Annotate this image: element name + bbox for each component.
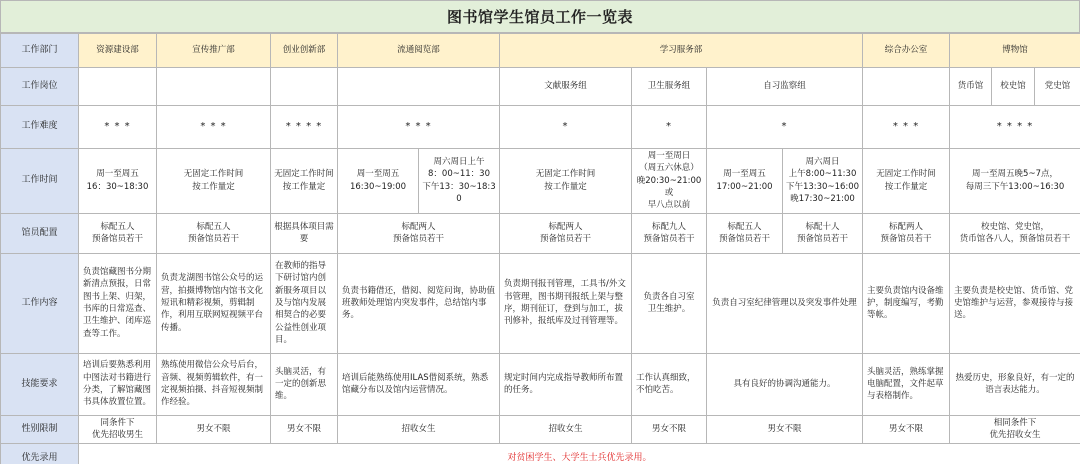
dept-circulation: 流通阅览部 <box>338 34 500 68</box>
dept-resource: 资源建设部 <box>79 34 157 68</box>
difficulty-hygiene: * <box>632 106 707 149</box>
content-circulation: 负责书籍借还，借阅、阅览问询，协助值班教师处理馆内突发事件，总结馆内事务。 <box>338 253 500 353</box>
skills-circulation: 培训后能熟练使用ILAS借阅系统，熟悉馆藏分布以及馆内运营情况。 <box>338 353 500 415</box>
difficulty-resource: * * * <box>79 106 157 149</box>
row-label-priority: 优先录用 <box>1 443 79 464</box>
post-innovation <box>271 68 338 106</box>
priority-row <box>1 443 1080 464</box>
content-publicity: 负责龙湖图书馆公众号的运营，拍摄博物馆内馆书文化短讯和精彩视频，剪辑制作，利用互联网短视频平台传播。 <box>157 253 271 353</box>
post-lit-service: 文献服务组 <box>500 68 632 106</box>
time-self-study-weekend: 周六周日 上午8:00~11:30 下午13:30~16:00 晚17:30~21:00 <box>783 149 863 214</box>
gender-office: 男女不限 <box>863 415 950 443</box>
difficulty-self-study: * <box>707 106 863 149</box>
gender-innovation: 男女不限 <box>271 415 338 443</box>
difficulty-row <box>1 106 1080 149</box>
staffing-innovation: 根据具体项目需要 <box>271 213 338 253</box>
gender-resource: 同条件下 优先招收男生 <box>79 415 157 443</box>
time-office: 无固定工作时间 按工作量定 <box>863 149 950 214</box>
gender-museum: 相同条件下 优先招收女生 <box>950 415 1080 443</box>
skills-resource: 培训后要熟悉利用中图法对书籍进行分类，了解馆藏图书具体放置位置。 <box>79 353 157 415</box>
staffing-office: 标配两人 预备馆员若干 <box>863 213 950 253</box>
gender-self-study: 男女不限 <box>707 415 863 443</box>
staffing-self-study-weekday: 标配五人 预备馆员若干 <box>707 213 783 253</box>
time-resource: 周一至周五 16：30~18:30 <box>79 149 157 214</box>
row-label-difficulty: 工作难度 <box>1 106 79 149</box>
content-hygiene: 负责各自习室 卫生维护。 <box>632 253 707 353</box>
gender-circulation: 招收女生 <box>338 415 500 443</box>
skills-museum: 热爱历史，形象良好，有一定的语言表达能力。 <box>950 353 1080 415</box>
post-row <box>1 68 1080 106</box>
dept-publicity: 宣传推广部 <box>157 34 271 68</box>
dept-office: 综合办公室 <box>863 34 950 68</box>
skills-office: 头脑灵活，熟练掌握电脑配置，文件起草与表格制作。 <box>863 353 950 415</box>
staffing-hygiene: 标配九人 预备馆员若干 <box>632 213 707 253</box>
staffing-lit-service: 标配两人 预备馆员若干 <box>500 213 632 253</box>
content-row <box>1 253 1080 353</box>
post-resource <box>79 68 157 106</box>
skills-hygiene: 工作认真细致，不怕吃苦。 <box>632 353 707 415</box>
post-publicity <box>157 68 271 106</box>
skills-self-study: 具有良好的协调沟通能力。 <box>707 353 863 415</box>
difficulty-publicity: * * * <box>157 106 271 149</box>
post-self-study: 自习监察组 <box>707 68 863 106</box>
post-history: 校史馆 <box>992 68 1035 106</box>
gender-row <box>1 415 1080 443</box>
row-label-staffing: 馆员配置 <box>1 213 79 253</box>
time-innovation: 无固定工作时间 按工作量定 <box>271 149 338 214</box>
difficulty-museum: * * * * <box>950 106 1080 149</box>
staff-table <box>0 33 1080 464</box>
skills-innovation: 头脑灵活，有一定的创新思维。 <box>271 353 338 415</box>
row-label-time: 工作时间 <box>1 149 79 214</box>
time-row <box>1 149 1080 214</box>
skills-row <box>1 353 1080 415</box>
post-circulation <box>338 68 500 106</box>
dept-learning: 学习服务部 <box>500 34 863 68</box>
time-hygiene: 周一至周日 （周五六休息） 晚20:30~21:00或 早八点以前 <box>632 149 707 214</box>
dept-museum: 博物馆 <box>950 34 1080 68</box>
gender-hygiene: 男女不限 <box>632 415 707 443</box>
time-museum: 周一至周五晚5~7点， 每周三下午13:00~16:30 <box>950 149 1080 214</box>
time-circulation-weekend: 周六周日上午 8：00~11：30 下午13：30~18:30 <box>419 149 500 214</box>
gender-publicity: 男女不限 <box>157 415 271 443</box>
dept-row <box>1 34 1080 68</box>
staffing-self-study-weekend: 标配十人 预备馆员若干 <box>783 213 863 253</box>
row-label-content: 工作内容 <box>1 253 79 353</box>
row-label-skills: 技能要求 <box>1 353 79 415</box>
time-circulation-weekday: 周一至周五 16:30~19:00 <box>338 149 419 214</box>
difficulty-lit-service: * <box>500 106 632 149</box>
content-self-study: 负责自习室纪律管理以及突发事件处理 <box>707 253 863 353</box>
page-title: 图书馆学生馆员工作一览表 <box>0 0 1080 33</box>
dept-innovation: 创业创新部 <box>271 34 338 68</box>
difficulty-innovation: * * * * <box>271 106 338 149</box>
row-label-dept: 工作部门 <box>1 34 79 68</box>
difficulty-circulation: * * * <box>338 106 500 149</box>
content-lit-service: 负责期刊报刊管理，工具书/外文书管理，图书期刊报纸上架与整序，期刊征订，登到与加工，拔刊修补，报纸库及过刊管理等。 <box>500 253 632 353</box>
staffing-publicity: 标配五人 预备馆员若干 <box>157 213 271 253</box>
time-lit-service: 无固定工作时间 按工作量定 <box>500 149 632 214</box>
time-self-study-weekday: 周一至周五 17:00~21:00 <box>707 149 783 214</box>
post-hygiene: 卫生服务组 <box>632 68 707 106</box>
priority-note: 对贫困学生、大学生士兵优先录用。 <box>79 443 1080 464</box>
staffing-circulation: 标配两人 预备馆员若干 <box>338 213 500 253</box>
row-label-gender: 性别限制 <box>1 415 79 443</box>
content-innovation: 在教师的指导下研讨馆内创新服务项目以及与馆内发展相契合的必要公益性创业项目。 <box>271 253 338 353</box>
skills-publicity: 熟练使用微信公众号后台，音频、视频剪辑软件，有一定视频拍摄、抖音短视频制作经验。 <box>157 353 271 415</box>
content-museum: 主要负责是校史馆、货币馆、党史馆维护与运营，参观接待与接送。 <box>950 253 1080 353</box>
skills-lit-service: 规定时间内完成指导教师所布置的任务。 <box>500 353 632 415</box>
post-office <box>863 68 950 106</box>
gender-lit-service: 招收女生 <box>500 415 632 443</box>
time-publicity: 无固定工作时间 按工作量定 <box>157 149 271 214</box>
staffing-row <box>1 213 1080 253</box>
staffing-museum: 校史馆、党史馆， 货币馆各八人，预备馆员若干 <box>950 213 1080 253</box>
post-coin: 货币馆 <box>950 68 992 106</box>
content-office: 主要负责馆内设备维护，制度编写，考勤等帐。 <box>863 253 950 353</box>
difficulty-office: * * * <box>863 106 950 149</box>
staffing-resource: 标配五人 预备馆员若干 <box>79 213 157 253</box>
row-label-post: 工作岗位 <box>1 68 79 106</box>
post-party: 党史馆 <box>1035 68 1080 106</box>
content-resource: 负责馆藏图书分期新清点预报，日常图书上架、归架，书库的日常巡查、卫生维护、闭库巡查等工作。 <box>79 253 157 353</box>
